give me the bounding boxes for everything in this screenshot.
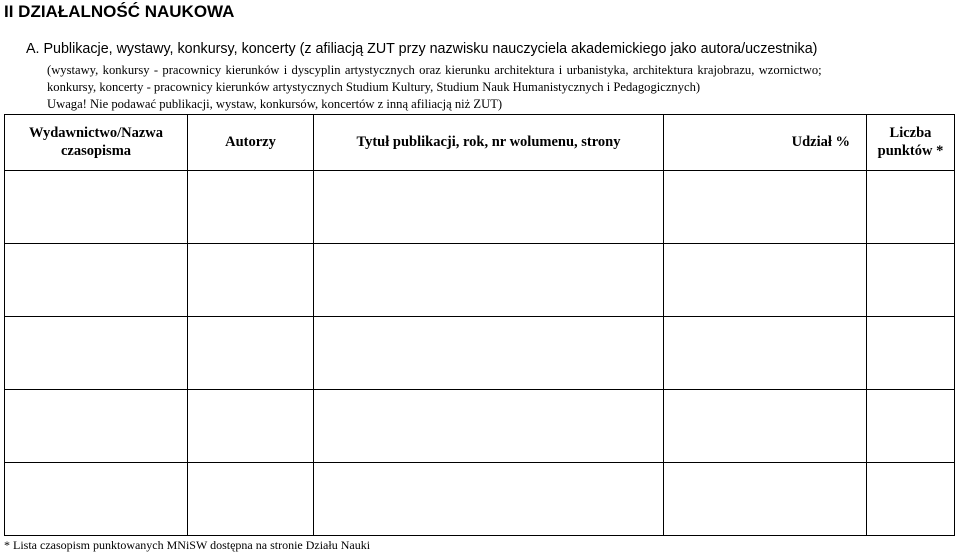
cell-authors[interactable] xyxy=(188,171,314,244)
cell-publisher[interactable] xyxy=(5,390,188,463)
cell-share[interactable] xyxy=(664,171,867,244)
note-line-1: (wystawy, konkursy - pracownicy kierunków i dyscyplin artystycznych oraz kierunku architektura i urbanistyka, architektura krajobrazu, wzornictwo; xyxy=(47,63,822,77)
table-row xyxy=(5,317,955,390)
table-header-row xyxy=(5,115,955,171)
cell-title[interactable] xyxy=(314,244,664,317)
subsection-title: A. Publikacje, wystawy, konkursy, koncerty (z afiliacją ZUT przy nazwisku nauczyciela akademickiego jako autora/uczestnika) xyxy=(26,41,818,57)
cell-authors[interactable] xyxy=(188,244,314,317)
cell-points[interactable] xyxy=(867,390,955,463)
header-share: Udział % xyxy=(664,115,867,171)
cell-publisher[interactable] xyxy=(5,317,188,390)
cell-points[interactable] xyxy=(867,463,955,536)
cell-title[interactable] xyxy=(314,390,664,463)
cell-points[interactable] xyxy=(867,171,955,244)
cell-publisher[interactable] xyxy=(5,171,188,244)
cell-share[interactable] xyxy=(664,317,867,390)
cell-publisher[interactable] xyxy=(5,463,188,536)
cell-points[interactable] xyxy=(867,317,955,390)
table-row xyxy=(5,390,955,463)
table-row xyxy=(5,171,955,244)
cell-authors[interactable] xyxy=(188,390,314,463)
note-line-2: konkursy, koncerty - pracownicy kierunków artystycznych Studium Kultury, Studium Nauk Humanistycznych i Pedagogicznych) xyxy=(47,80,701,94)
cell-title[interactable] xyxy=(314,317,664,390)
cell-share[interactable] xyxy=(664,463,867,536)
table-row xyxy=(5,244,955,317)
cell-authors[interactable] xyxy=(188,317,314,390)
cell-publisher[interactable] xyxy=(5,244,188,317)
header-title: Tytuł publikacji, rok, nr wolumenu, strony xyxy=(314,115,664,171)
cell-points[interactable] xyxy=(867,244,955,317)
header-points: Liczba punktów * xyxy=(867,115,955,171)
header-publisher: Wydawnictwo/Nazwa czasopisma xyxy=(5,115,188,171)
cell-title[interactable] xyxy=(314,463,664,536)
cell-authors[interactable] xyxy=(188,463,314,536)
publications-table xyxy=(4,114,955,536)
note-line-3: Uwaga! Nie podawać publikacji, wystaw, konkursów, koncertów z inną afiliacją niż ZUT) xyxy=(47,97,503,111)
cell-share[interactable] xyxy=(664,390,867,463)
cell-title[interactable] xyxy=(314,171,664,244)
section-title: II DZIAŁALNOŚĆ NAUKOWA xyxy=(4,2,235,21)
table-row xyxy=(5,463,955,536)
footnote: * Lista czasopism punktowanych MNiSW dostępna na stronie Działu Nauki xyxy=(4,538,371,552)
header-authors: Autorzy xyxy=(188,115,314,171)
cell-share[interactable] xyxy=(664,244,867,317)
